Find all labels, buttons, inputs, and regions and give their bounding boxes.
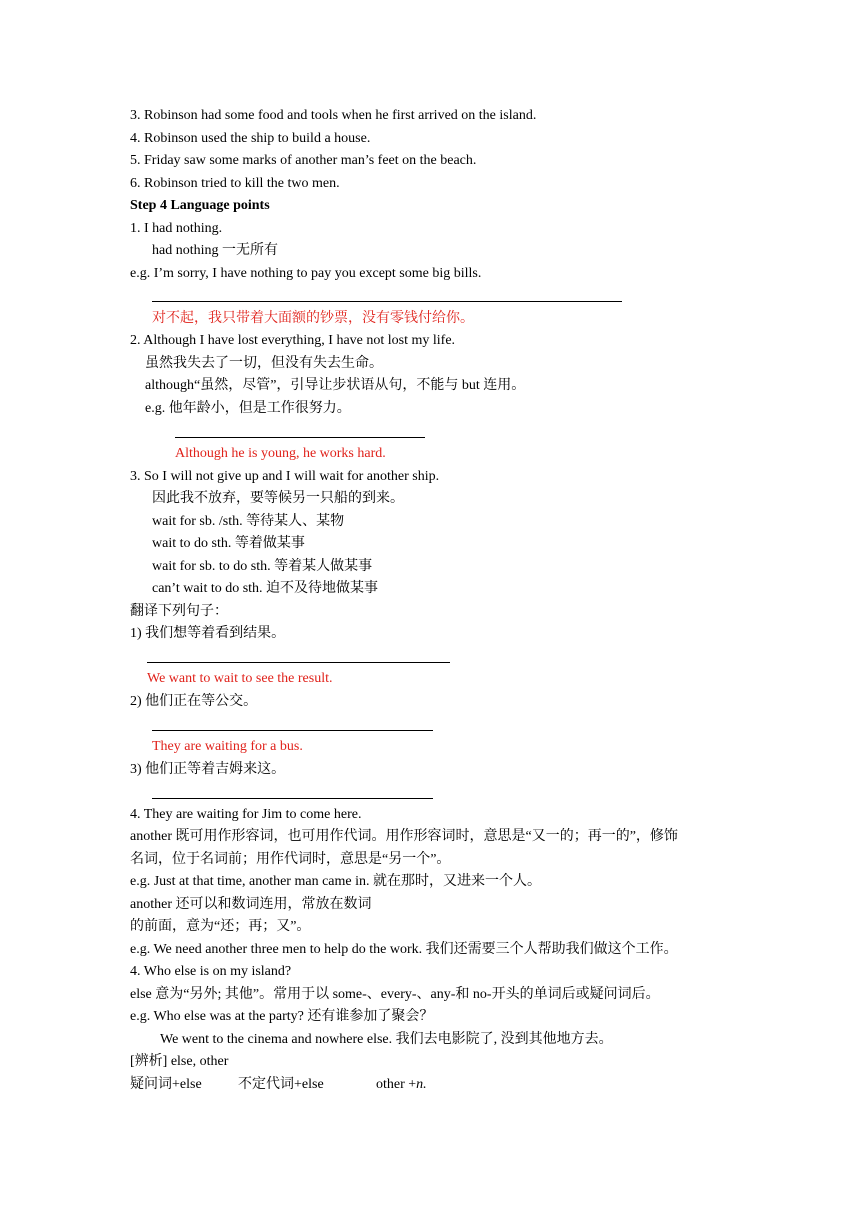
comparison-col-1: 疑问词+else <box>130 1077 202 1092</box>
point-4: 4. They are waiting for Jim to come here. <box>130 807 362 822</box>
phrase-wait-for: wait for sb. /sth. 等待某人、某物 <box>152 514 345 529</box>
else-example-1: e.g. Who else was at the party? 还有谁参加了聚会？ <box>130 1009 434 1024</box>
statement-3: 3. Robinson had some food and tools when he first arrived on the island. <box>130 108 537 123</box>
point-5: 4. Who else is on my island? <box>130 964 292 979</box>
section-heading: Step 4 Language points <box>130 198 270 213</box>
else-explanation: else 意为“另外; 其他”。常用于以 some-、every-、any-和 no-开头的单词后或疑问词后。 <box>130 987 660 1002</box>
phrase-cant-wait: can’t wait to do sth. 迫不及待地做某事 <box>152 581 379 596</box>
point-2: 2. Although I have lost everything, I have not lost my life. <box>130 333 456 348</box>
answer-blank-4[interactable] <box>152 730 433 731</box>
answer-blank-1[interactable] <box>152 301 622 302</box>
comparison-col-3-noun: n. <box>416 1077 427 1092</box>
another-explanation-1: another 既可用作形容词，也可用作代词。用作形容词时，意思是“又一的；再一的”，修饰 <box>130 829 678 844</box>
phrase-wait-to: wait to do sth. 等着做某事 <box>152 536 305 551</box>
comparison-col-3 <box>376 1075 427 1095</box>
point-2-chinese: 虽然我失去了一切，但没有失去生命。 <box>145 356 383 371</box>
another-explanation-4: 的前面，意为“还；再；又”。 <box>130 919 311 934</box>
point-1: 1. I had nothing. <box>130 221 223 236</box>
point-2-note: although“虽然，尽管”，引导让步状语从句，不能与 but 连用。 <box>145 378 526 393</box>
another-explanation-2: 名词，位于名词前；用作代词时，意思是“另一个”。 <box>130 852 451 867</box>
statement-5: 5. Friday saw some marks of another man’s feet on the beach. <box>130 153 477 168</box>
point-2-example: e.g. 他年龄小，但是工作很努力。 <box>145 401 351 416</box>
another-example-2: e.g. We need another three men to help do the work. 我们还需要三个人帮助我们做这个工作。 <box>130 942 678 957</box>
answer-blank-3[interactable] <box>147 662 450 663</box>
point-3-chinese: 因此我不放弃，要等候另一只船的到来。 <box>152 491 404 506</box>
translate-3: 3) 他们正等着吉姆来这。 <box>130 762 286 777</box>
answer-2: Although he is young, he works hard. <box>175 446 386 461</box>
statement-4: 4. Robinson used the ship to build a house. <box>130 131 371 146</box>
phrase-wait-for-to: wait for sb. to do sth. 等着某人做某事 <box>152 559 373 574</box>
point-1-note: had nothing 一无所有 <box>152 243 278 258</box>
translate-1: 1) 我们想等着看到结果。 <box>130 626 286 641</box>
answer-3: We want to wait to see the result. <box>147 671 333 686</box>
another-example-1: e.g. Just at that time, another man came in. 就在那时，又进来一个人。 <box>130 874 541 889</box>
translate-heading: 翻译下列句子： <box>130 604 228 619</box>
answer-1: 对不起，我只带着大面额的钞票，没有零钱付给你。 <box>152 311 474 326</box>
answer-blank-2[interactable] <box>175 437 425 438</box>
else-example-2: We went to the cinema and nowhere else. 我们去电影院了, 没到其他地方去。 <box>160 1032 613 1047</box>
answer-blank-5[interactable] <box>152 798 433 799</box>
another-explanation-3: another 还可以和数词连用，常放在数词 <box>130 897 372 912</box>
comparison-heading: [辨析] else, other <box>130 1054 229 1069</box>
statement-6: 6. Robinson tried to kill the two men. <box>130 176 340 191</box>
translate-2: 2) 他们正在等公交。 <box>130 694 258 709</box>
point-3: 3. So I will not give up and I will wait for another ship. <box>130 469 440 484</box>
comparison-col-3-text: other + <box>376 1077 417 1092</box>
point-1-example: e.g. I’m sorry, I have nothing to pay you except some big bills. <box>130 266 482 281</box>
comparison-col-2: 不定代词+else <box>238 1077 324 1092</box>
answer-4: They are waiting for a bus. <box>152 739 303 754</box>
